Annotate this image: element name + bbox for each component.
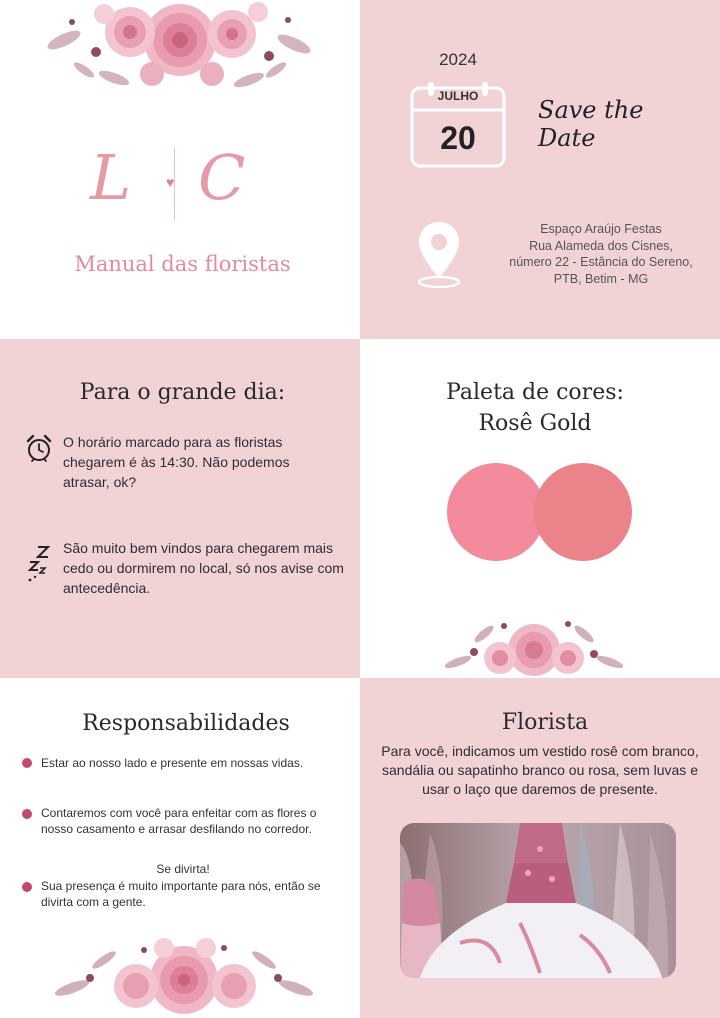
responsibilities-title: Responsabilidades	[82, 711, 290, 736]
bullet-icon	[22, 882, 32, 892]
palette-title: Paleta de cores:	[446, 380, 624, 405]
save-the-date-caption: Save the Date	[538, 96, 644, 152]
venue-address	[494, 221, 708, 287]
responsibility-item: Contaremos com você para enfeitar com as flores o nosso casamento e arrasar desfilando no corredor.	[41, 806, 317, 836]
address-line: Espaço Araújo Festas	[540, 222, 662, 236]
address-line: Rua Alameda dos Cisnes,	[529, 238, 673, 253]
address-line: número 22 - Estância do Sereno,	[509, 255, 693, 269]
monogram-letter-right: C	[198, 141, 246, 214]
heart-icon: ♥	[166, 174, 175, 190]
event-month: JULHO	[437, 89, 479, 103]
responsibility-item: Estar ao nosso lado e presente em nossas vidas.	[41, 756, 304, 770]
bullet-icon	[22, 809, 32, 819]
floral-decoration-top	[44, 0, 316, 100]
floral-decoration-bottom	[54, 934, 314, 1018]
monogram-letter-left: L	[90, 141, 132, 214]
early-arrival-text: São muito bem vindos para chegarem mais cedo ou dormirem no local, só nos avise com antecedência.	[63, 540, 344, 596]
event-day: 20	[440, 120, 476, 156]
color-swatch	[534, 463, 632, 561]
save-the-date-panel	[360, 0, 720, 339]
monogram	[80, 138, 270, 228]
florista-title: Florista	[501, 710, 589, 735]
color-swatch	[447, 463, 545, 561]
florista-description: Para você, indicamos um vestido rosê com branco, sandália ou sapatinho branco ou rosa, sem luvas e usar o laço que daremos de presente.	[381, 743, 699, 797]
address-line: PTB, Betim - MG	[553, 271, 649, 286]
zzz-icon	[26, 544, 56, 584]
arrival-time-text: O horário marcado para as floristas chegarem é às 14:30. Não podemos atrasar, ok?	[63, 434, 290, 490]
calendar-icon	[410, 82, 506, 168]
event-year: 2024	[439, 50, 477, 69]
floral-decoration-middle	[444, 612, 624, 678]
manual-title: Manual das floristas	[74, 252, 291, 276]
dress-photo	[400, 823, 676, 978]
responsibility-item: Sua presença é muito importante para nós, então se divirta com a gente.	[41, 879, 321, 909]
big-day-title: Para o grande dia:	[79, 380, 286, 405]
palette-subtitle: Rosê Gold	[478, 411, 592, 436]
alarm-clock-icon	[26, 434, 52, 464]
bullet-icon	[22, 758, 32, 768]
responsibility-heading: Se divirta!	[156, 862, 210, 876]
location-pin-icon	[416, 220, 462, 288]
